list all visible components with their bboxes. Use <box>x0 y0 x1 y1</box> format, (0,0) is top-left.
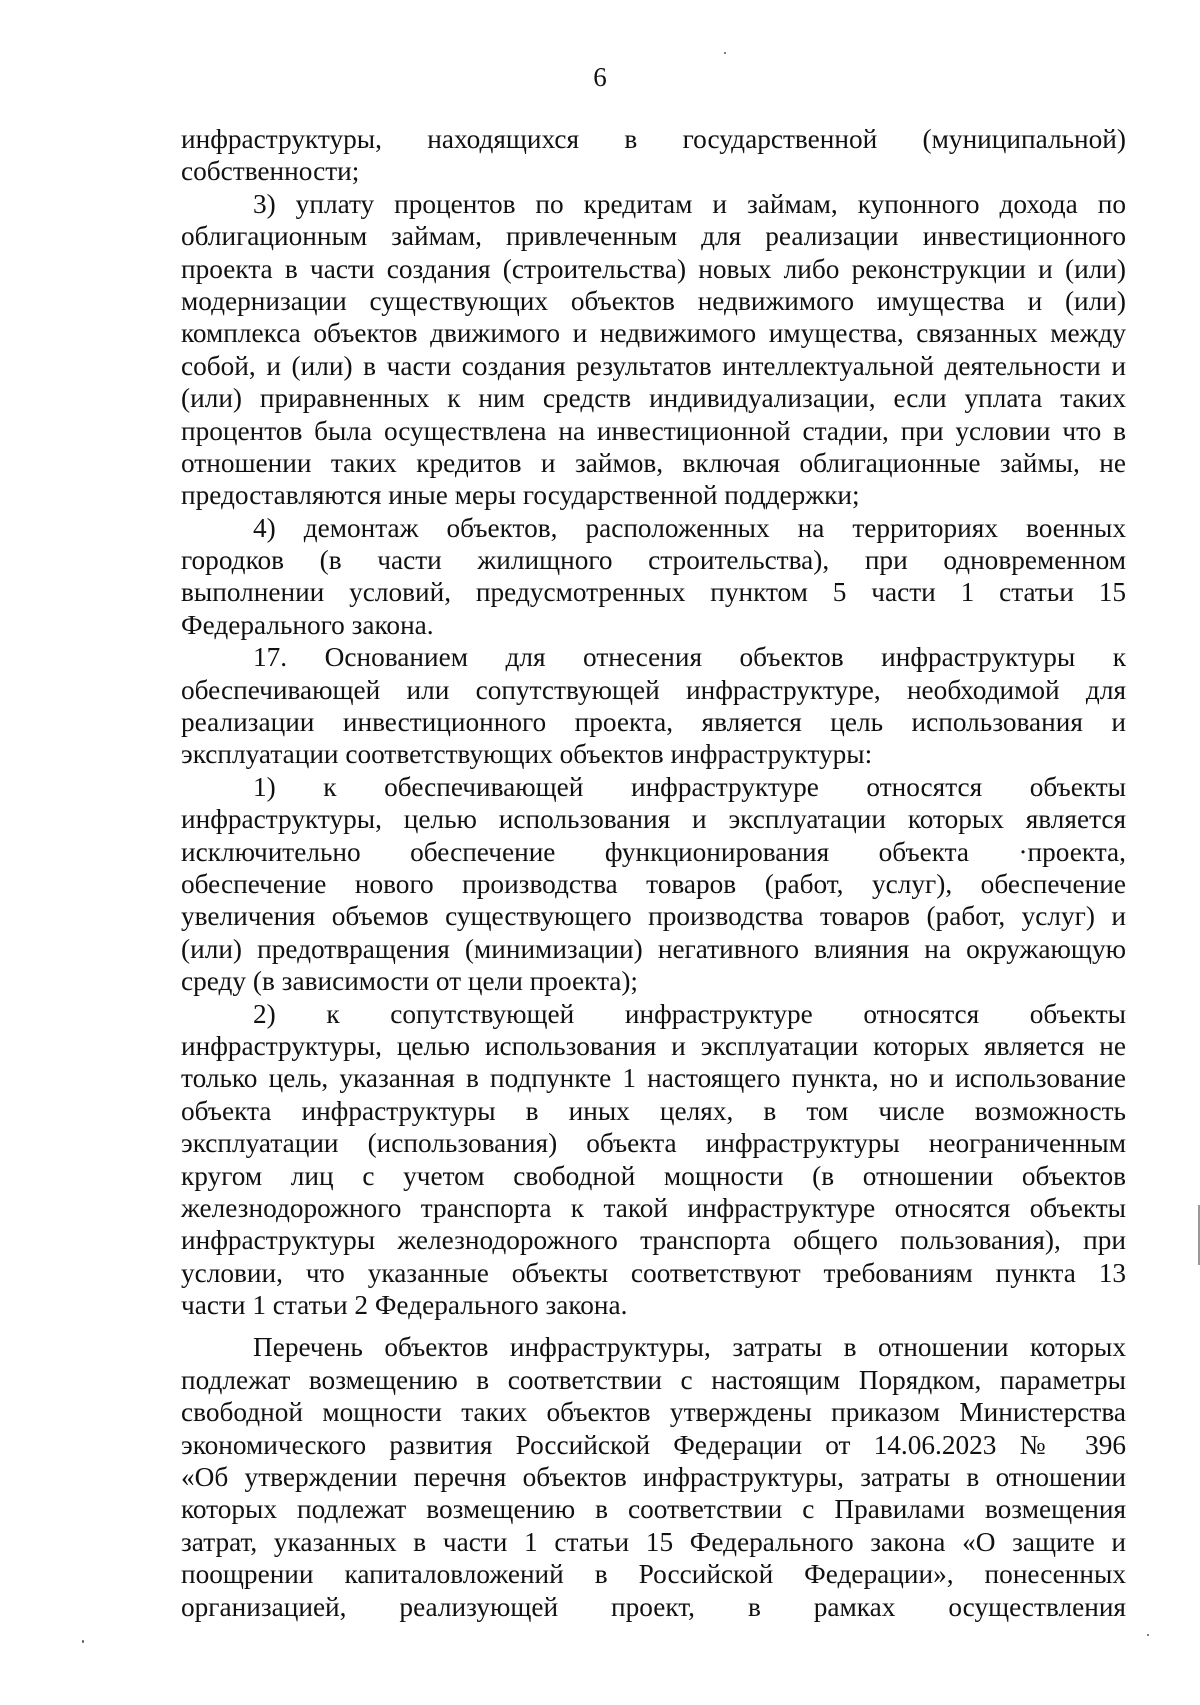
text-line: собой, и (или) в части создания результатов интеллектуальной деятельности и <box>181 350 1126 381</box>
text-line: увеличения объемов существующего производства товаров (работ, услуг) и <box>181 901 1126 932</box>
text-line: процентов была осуществлена на инвестиционной стадии, при условии что в <box>181 415 1126 446</box>
text-line: экономического развития Российской Федерации от 14.06.2023 № 396 <box>181 1429 1126 1460</box>
text-line: реализации инвестиционного проекта, является цель использования и <box>181 707 1126 738</box>
text-line: объекта инфраструктуры в иных целях, в том числе возможность <box>181 1095 1126 1126</box>
text-line: Федерального закона. <box>181 609 434 640</box>
text-line: выполнении условий, предусмотренных пунктом 5 части 1 статьи 15 <box>181 577 1126 608</box>
text-line: только цель, указанная в подпункте 1 настоящего пункта, но и использование <box>181 1063 1126 1094</box>
text-line: модернизации существующих объектов недвижимого имущества и (или) <box>181 285 1126 316</box>
text-line: условии, что указанные объекты соответствуют требованиям пункта 13 <box>181 1257 1126 1288</box>
text-line: инфраструктуры, целью использования и эксплуатации которых является <box>181 804 1126 835</box>
scan-speck <box>1147 1634 1149 1636</box>
text-line: облигационным займам, привлеченным для реализации инвестиционного <box>181 221 1126 252</box>
text-line: подлежат возмещению в соответствии с настоящим Порядком, параметры <box>181 1364 1126 1395</box>
text-line: 3) уплату процентов по кредитам и займам, купонного дохода по <box>253 188 1126 219</box>
scan-speck <box>82 1640 84 1643</box>
page-number: 6 <box>593 62 607 92</box>
text-line: 1) к обеспечивающей инфраструктуре относятся объекты <box>253 771 1126 802</box>
text-line: 2) к сопутствующей инфраструктуре относятся объекты <box>253 998 1126 1029</box>
text-line: исключительно обеспечение функционирования объекта ·проекта, <box>181 836 1126 867</box>
text-line: свободной мощности таких объектов утверждены приказом Министерства <box>181 1397 1126 1428</box>
text-line: затрат, указанных в части 1 статьи 15 Федерального закона «О защите и <box>181 1526 1126 1557</box>
text-line: эксплуатации соответствующих объектов инфраструктуры: <box>181 739 873 770</box>
text-line: (или) приравненных к ним средств индивидуализации, если уплата таких <box>181 383 1126 414</box>
document-body <box>181 123 1126 1623</box>
text-line: проекта в части создания (строительства) новых либо реконструкции и (или) <box>181 253 1126 284</box>
text-line: отношении таких кредитов и займов, включая облигационные займы, не <box>181 447 1126 478</box>
text-line: инфраструктуры, целью использования и эксплуатации которых является не <box>181 1030 1126 1061</box>
text-line: «Об утверждении перечня объектов инфраструктуры, затраты в отношении <box>181 1462 1126 1493</box>
text-line: городков (в части жилищного строительства), при одновременном <box>181 545 1126 576</box>
text-line: обеспечивающей или сопутствующей инфраструктуре, необходимой для <box>181 674 1126 705</box>
text-line: кругом лиц с учетом свободной мощности (в отношении объектов <box>181 1160 1126 1191</box>
text-line: инфраструктуры, находящихся в государственной (муниципальной) <box>181 124 1126 154</box>
text-line: инфраструктуры железнодорожного транспорта общего пользования), при <box>181 1225 1126 1256</box>
text-line: поощрении капиталовложений в Российской Федерации», понесенных <box>181 1559 1126 1590</box>
text-line: (или) предотвращения (минимизации) негативного влияния на окружающую <box>181 933 1126 964</box>
text-line: эксплуатации (использования) объекта инфраструктуры неограниченным <box>181 1128 1126 1159</box>
text-line: комплекса объектов движимого и недвижимого имущества, связанных между <box>181 318 1126 349</box>
text-line: которых подлежат возмещению в соответствии с Правилами возмещения <box>181 1494 1126 1525</box>
text-line: 4) демонтаж объектов, расположенных на территориях военных <box>253 512 1126 543</box>
text-line: организацией, реализующей проект, в рамках осуществления <box>181 1591 1126 1622</box>
scan-speck <box>724 52 726 54</box>
text-line: предоставляются иные меры государственной поддержки; <box>181 480 860 511</box>
text-line: Перечень объектов инфраструктуры, затраты в отношении которых <box>253 1332 1126 1363</box>
text-line: 17. Основанием для отнесения объектов инфраструктуры к <box>253 642 1126 673</box>
text-line: обеспечение нового производства товаров (работ, услуг), обеспечение <box>181 868 1126 899</box>
text-line: части 1 статьи 2 Федерального закона. <box>181 1290 628 1321</box>
text-line: среду (в зависимости от цели проекта); <box>181 966 639 997</box>
text-line: собственности; <box>181 156 360 187</box>
text-line: железнодорожного транспорта к такой инфраструктуре относятся объекты <box>181 1192 1126 1223</box>
